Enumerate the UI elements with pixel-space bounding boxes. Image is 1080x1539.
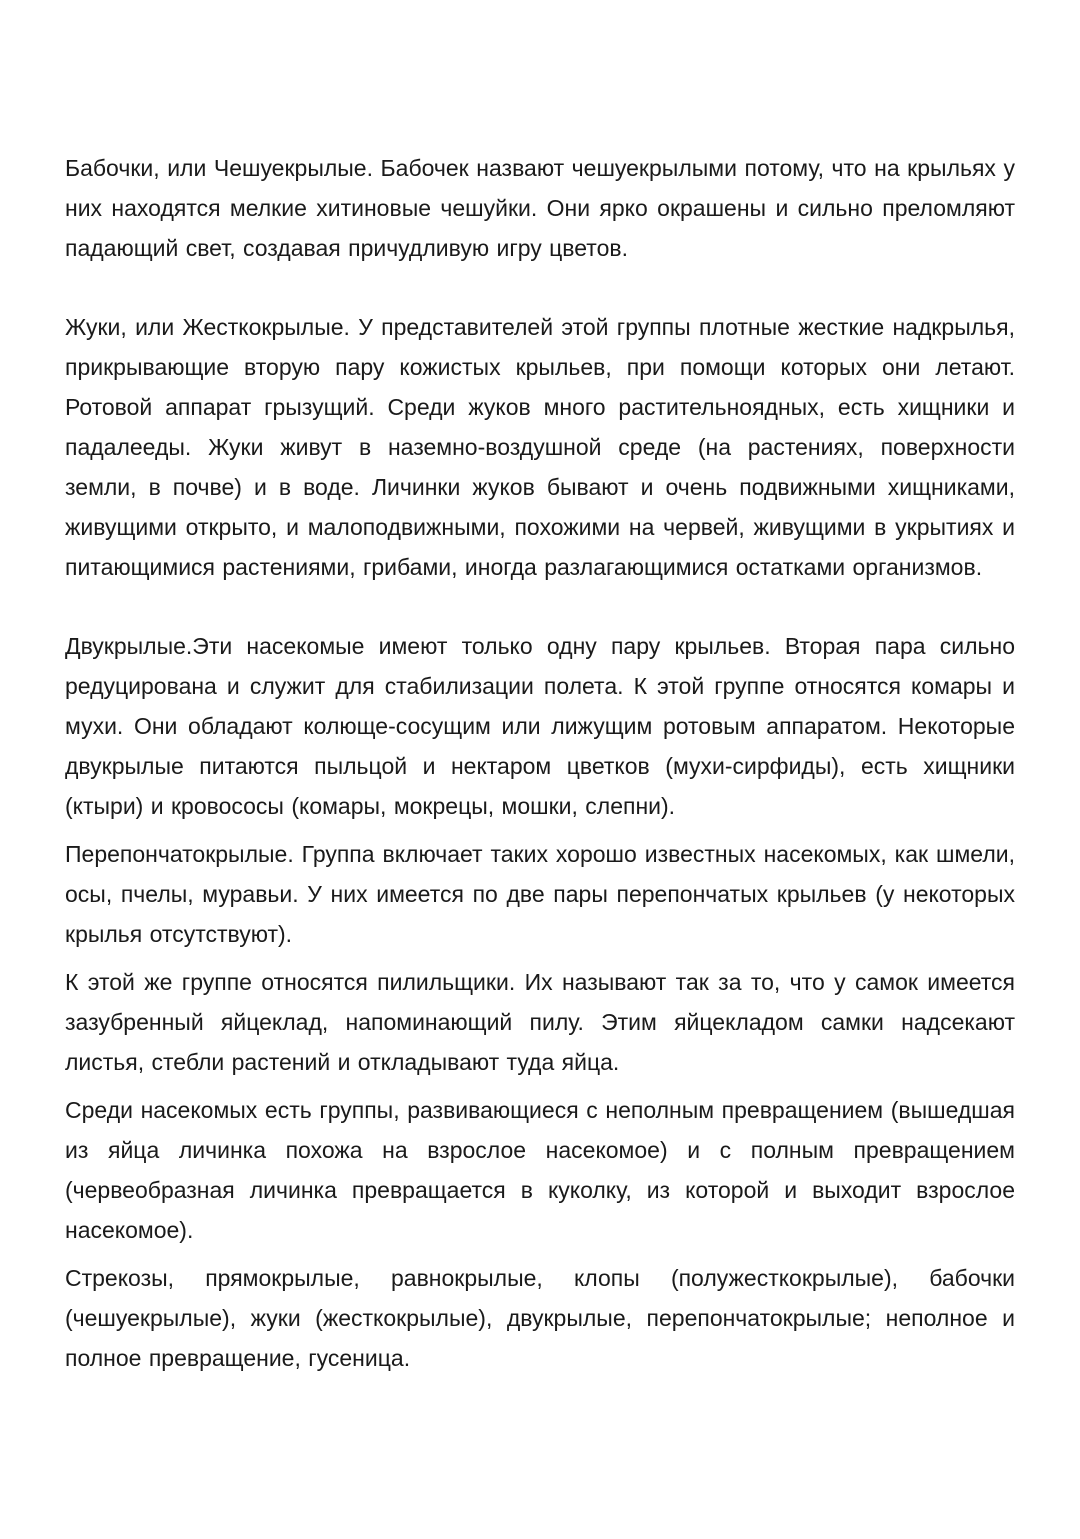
paragraph-sawflies: К этой же группе относятся пилильщики. Их называют так за то, что у самок имеется зазубренный яйцеклад, напоминающий пилу. Этим яйцекладом самки надсекают листья, стебли растений и откладывают туда яйца. <box>65 969 1015 1075</box>
paragraph-metamorphosis: Среди насекомых есть группы, развивающиеся с неполным превращением (вышедшая из яйца личинка похожа на взрослое насекомое) и с полным превращением (червеобразная личинка превращается в куколку, из которой и выходит взрослое насекомое). <box>65 1097 1015 1243</box>
paragraph-keywords: Стрекозы, прямокрылые, равнокрылые, клопы (полужесткокрылые), бабочки (чешуекрылые), жуки (жесткокрылые), двукрылые, перепончатокрылые; неполное и полное превращение, гусеница. <box>65 1265 1015 1371</box>
paragraph-hymenoptera: Перепончатокрылые. Группа включает таких хорошо известных насекомых, как шмели, осы, пчелы, муравьи. У них имеется по две пары перепончатых крыльев (у некоторых крылья отсутствуют). <box>65 841 1015 947</box>
paragraph-diptera: Двукрылые.Эти насекомые имеют только одну пару крыльев. Вторая пара сильно редуцирована и служит для стабилизации полета. К этой группе относятся комары и мухи. Они обладают колюще-сосущим или лижущим ротовым аппаратом. Некоторые двукрылые питаются пыльцой и нектаром цветков (мухи-сирфиды), есть хищники (ктыри) и кровососы (комары, мокрецы, мошки, слепни). <box>65 633 1015 819</box>
document-page <box>65 148 1015 1378</box>
paragraph-beetles: Жуки, или Жесткокрылые. У представителей этой группы плотные жесткие надкрылья, прикрывающие вторую пару кожистых крыльев, при помощи которых они летают. Ротовой аппарат грызущий. Среди жуков много растительноядных, есть хищники и падалееды. Жуки живут в наземно-воздушной среде (на растениях, поверхности земли, в почве) и в воде. Личинки жуков бывают и очень подвижными хищниками, живущими открыто, и малоподвижными, похожими на червей, живущими в укрытиях и питающимися растениями, грибами, иногда разлагающимися остатками организмов. <box>65 314 1015 580</box>
paragraph-butterflies: Бабочки, или Чешуекрылые. Бабочек назвают чешуекрылыми потому, что на крыльях у них находятся мелкие хитиновые чешуйки. Они ярко окрашены и сильно преломляют падающий свет, создавая причудливую игру цветов. <box>65 155 1015 261</box>
